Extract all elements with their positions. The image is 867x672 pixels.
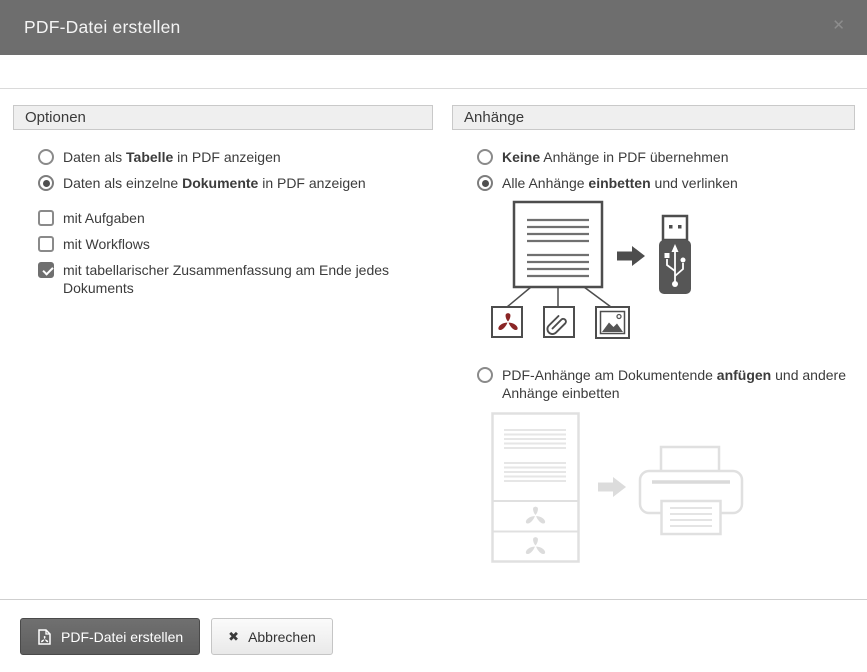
checkbox-summary[interactable] (38, 262, 54, 278)
document-with-pdf-appendix-icon (493, 414, 579, 562)
options-section (13, 105, 433, 297)
radio-row-table[interactable] (38, 148, 433, 166)
checkbox-tasks-label[interactable]: mit Aufgaben (63, 210, 145, 226)
radio-embed-all[interactable] (477, 175, 493, 191)
attachments-section (452, 105, 855, 567)
attachments-section-header (452, 105, 855, 130)
radio-no-attachments[interactable] (477, 149, 493, 165)
footer-divider (0, 599, 867, 600)
radio-table-label[interactable]: Daten als Tabelle in PDF anzeigen (63, 149, 281, 165)
checkbox-tasks[interactable] (38, 210, 54, 226)
radio-row-append-pdf[interactable] (477, 366, 855, 402)
dialog-header (0, 0, 867, 55)
radio-no-attachments-label[interactable]: Keine Anhänge in PDF übernehmen (502, 149, 729, 165)
radio-documents-label[interactable]: Daten als einzelne Dokumente in PDF anzeigen (63, 175, 366, 191)
pdf-file-icon (492, 307, 522, 337)
checkbox-workflows[interactable] (38, 236, 54, 252)
arrow-right-icon-disabled (598, 477, 626, 497)
paperclip-icon (544, 307, 574, 337)
radio-documents[interactable] (38, 175, 54, 191)
checkbox-row-tasks[interactable] (38, 209, 433, 227)
cancel-button[interactable] (211, 618, 333, 655)
embed-illustration (480, 199, 705, 344)
image-icon (596, 307, 629, 338)
checkbox-workflows-label[interactable]: mit Workflows (63, 236, 150, 252)
radio-embed-all-label[interactable]: Alle Anhänge einbetten und verlinken (502, 175, 738, 191)
attachments-section-title: Anhänge (464, 109, 525, 126)
options-section-header (13, 105, 433, 130)
radio-append-pdf[interactable] (477, 367, 493, 383)
cancel-x-icon: ✖ (228, 629, 240, 644)
printer-icon (640, 447, 742, 534)
footer (20, 618, 333, 655)
header-divider (0, 88, 867, 89)
checkbox-row-workflows[interactable] (38, 235, 433, 253)
radio-table[interactable] (38, 149, 54, 165)
radio-row-documents[interactable] (38, 174, 433, 192)
create-pdf-button-label: PDF-Datei erstellen (61, 628, 184, 645)
checkbox-summary-label[interactable]: mit tabellarischer Zusammenfassung am Ende jedes Dokuments (63, 262, 390, 296)
options-section-title: Optionen (25, 109, 86, 126)
radio-row-embed-all[interactable] (477, 174, 855, 192)
arrow-right-icon (617, 246, 645, 266)
checkbox-row-summary[interactable] (38, 261, 433, 297)
close-icon[interactable]: ✕ (832, 17, 845, 34)
document-icon (514, 202, 602, 287)
pdf-file-icon (37, 629, 52, 645)
create-pdf-button[interactable] (20, 618, 200, 655)
append-illustration (491, 412, 746, 567)
dialog-title: PDF-Datei erstellen (24, 17, 181, 37)
usb-stick-icon (659, 216, 691, 294)
radio-row-no-attachments[interactable] (477, 148, 855, 166)
cancel-button-label: Abbrechen (248, 628, 316, 645)
radio-append-pdf-label[interactable]: PDF-Anhänge am Dokumentende anfügen und andere Anhänge einbetten (502, 367, 846, 401)
